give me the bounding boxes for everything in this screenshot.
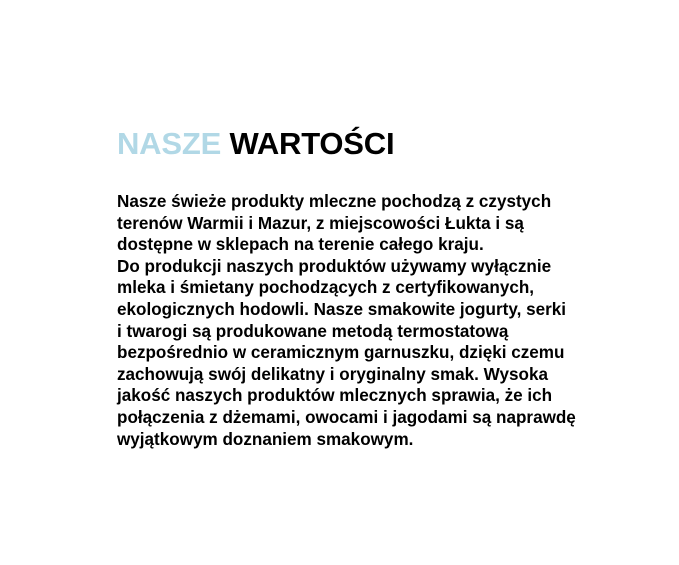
paragraph-line: połączenia z dżemami, owocami i jagodami są naprawdę [117,407,576,427]
paragraph-line: mleka i śmietany pochodzących z certyfikowanych, [117,278,535,298]
paragraph-line: wyjątkowym doznaniem smakowym. [117,429,414,449]
section-title [117,124,662,164]
title-main-word: WARTOŚCI [229,126,395,161]
title-accent-word: NASZE [117,126,222,161]
values-paragraph [117,191,576,450]
paragraph-line: bezpośrednio w ceramicznym garnuszku, dzięki czemu [117,343,565,363]
values-section [117,124,662,449]
paragraph-line: terenów Warmii i Mazur, z miejscowości Łukta i są [117,213,524,233]
paragraph-line: zachowują swój delikatny i oryginalny smak. Wysoka [117,364,548,384]
paragraph-line: Do produkcji naszych produktów używamy wyłącznie [117,256,552,276]
paragraph-line: i twarogi są produkowane metodą termostatową [117,321,509,341]
paragraph-line: dostępne w sklepach na terenie całego kraju. [117,235,484,255]
paragraph-line: jakość naszych produktów mlecznych sprawia, że ich [117,386,553,406]
paragraph-line: Nasze świeże produkty mleczne pochodzą z czystych [117,192,552,211]
paragraph-line: ekologicznych hodowli. Nasze smakowite jogurty, serki [117,299,566,319]
